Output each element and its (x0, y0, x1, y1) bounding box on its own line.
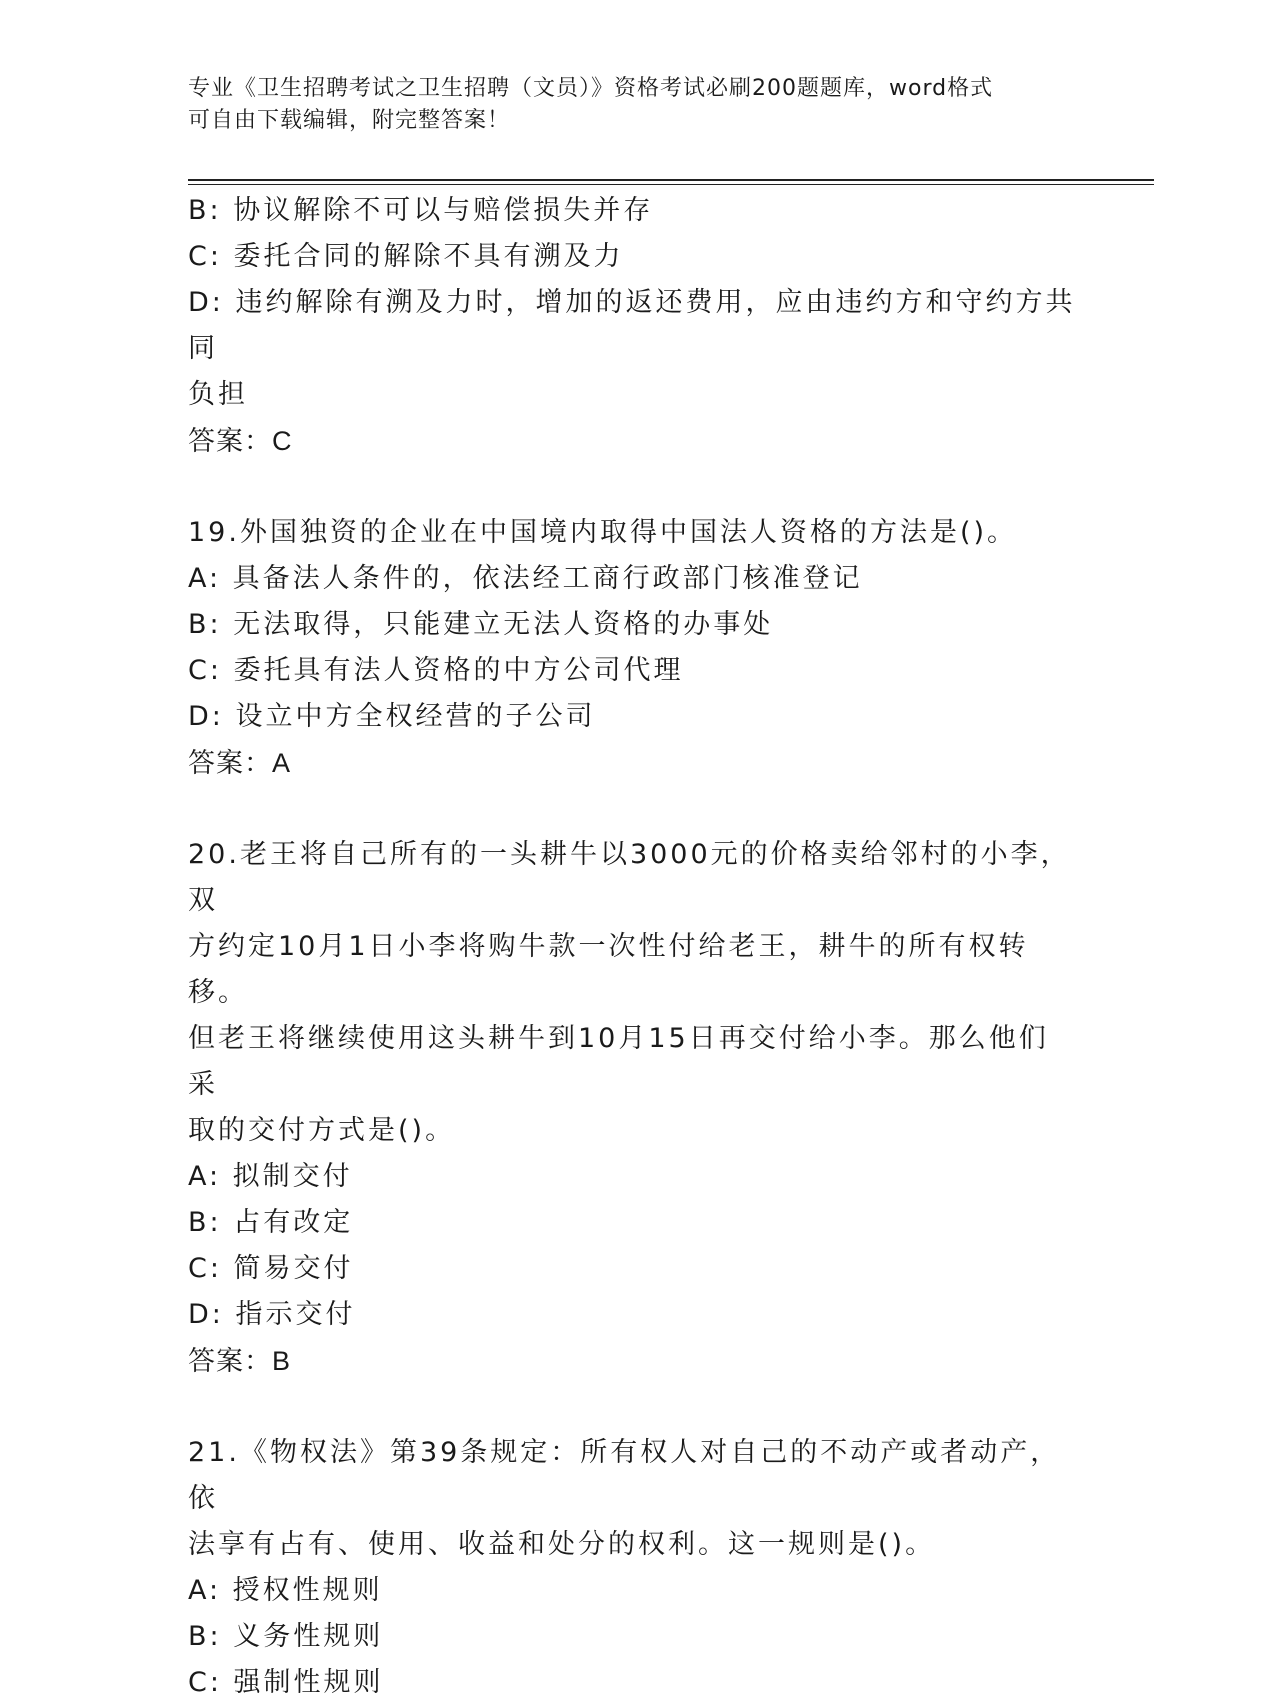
question-text-line: 取的交付方式是()。 (188, 1115, 456, 1146)
header-title-line-1: 专业《卫生招聘考试之卫生招聘（文员）》资格考试必刷200题题库，word格式 (188, 76, 994, 101)
option-b: B: 义务性规则 (188, 1621, 384, 1652)
option-a: A: 授权性规则 (188, 1575, 383, 1606)
spacer (188, 1384, 1078, 1430)
question-21 (188, 1430, 1078, 1706)
question-text-line: 方约定10月1日小李将购牛款一次性付给老王，耕牛的所有权转移。 (188, 931, 1029, 1008)
spacer (188, 464, 1078, 510)
option-c: C: 委托合同的解除不具有溯及力 (188, 241, 624, 272)
question-text-line: 20.老王将自己所有的一头耕牛以3000元的价格卖给邻村的小李，双 (188, 839, 1071, 916)
option-a: A: 具备法人条件的，依法经工商行政部门核准登记 (188, 563, 863, 594)
option-b: B: 协议解除不可以与赔偿损失并存 (188, 195, 654, 226)
option-d: D: 指示交付 (188, 1299, 356, 1330)
question-text-line: 21.《物权法》第39条规定：所有权人对自己的不动产或者动产，依 (188, 1437, 1061, 1514)
question-18-tail (188, 188, 1078, 464)
answer: 答案：C (188, 426, 293, 456)
question-19 (188, 510, 1078, 786)
question-20 (188, 832, 1078, 1384)
header-title-line-2: 可自由下载编辑，附完整答案！ (188, 108, 511, 133)
question-text: 19.外国独资的企业在中国境内取得中国法人资格的方法是()。 (188, 517, 1018, 548)
header-divider-thick (188, 179, 1154, 181)
question-text-line: 法享有占有、使用、收益和处分的权利。这一规则是()。 (188, 1529, 936, 1560)
option-c: C: 委托具有法人资格的中方公司代理 (188, 655, 684, 686)
option-d: D: 违约解除有溯及力时，增加的返还费用，应由违约方和守约方共同 (188, 287, 1076, 364)
option-d: D: 设立中方全权经营的子公司 (188, 701, 596, 732)
option-b: B: 占有改定 (188, 1207, 354, 1238)
option-c: C: 简易交付 (188, 1253, 354, 1284)
option-b: B: 无法取得，只能建立无法人资格的办事处 (188, 609, 774, 640)
document-header (188, 73, 1088, 137)
option-a: A: 拟制交付 (188, 1161, 353, 1192)
answer: 答案：A (188, 748, 292, 778)
question-list (188, 188, 1078, 1706)
question-text-line: 但老王将继续使用这头耕牛到10月15日再交付给小李。那么他们采 (188, 1023, 1049, 1100)
option-c: C: 强制性规则 (188, 1667, 384, 1698)
option-d-continuation: 负担 (188, 379, 248, 410)
answer: 答案：B (188, 1346, 292, 1376)
header-divider-thin (188, 184, 1154, 185)
spacer (188, 786, 1078, 832)
